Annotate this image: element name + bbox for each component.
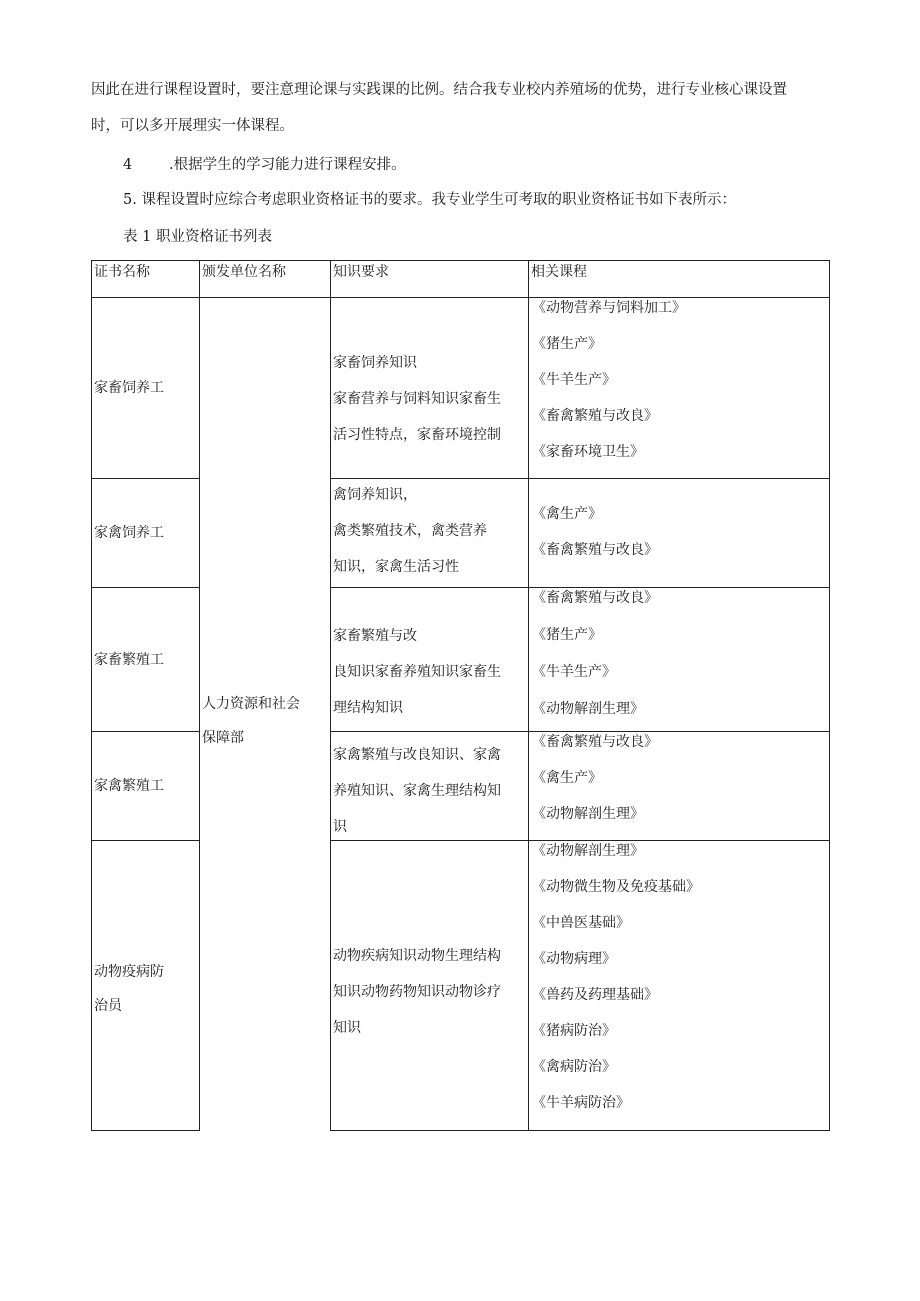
course-item: 《动物病理》 — [532, 951, 616, 967]
certificate-name: 动物疫病防 治员 — [94, 964, 164, 1014]
certificate-name: 家禽饲养工 — [94, 525, 164, 541]
course-item: 《禽生产》 — [532, 506, 602, 522]
course-item: 《动物解剖生理》 — [532, 701, 644, 717]
course-item: 《猪病防治》 — [532, 1023, 616, 1039]
course-item: 《牛羊生产》 — [532, 664, 616, 680]
table-border-bottom — [91, 1130, 200, 1131]
table-border-right — [829, 260, 830, 1131]
course-item: 《禽病防治》 — [532, 1059, 616, 1075]
course-item: 《猪生产》 — [532, 336, 602, 352]
row-divider — [91, 587, 200, 588]
course-list — [532, 724, 658, 832]
list-item-4 — [123, 155, 406, 175]
course-item: 《猪生产》 — [532, 627, 602, 643]
course-item: 《牛羊生产》 — [532, 372, 616, 388]
header-issuer-name: 颁发单位名称 — [202, 264, 286, 280]
course-list — [532, 290, 686, 470]
course-list — [532, 833, 700, 1121]
course-item: 《禽生产》 — [532, 770, 602, 786]
table-border-bottom — [330, 1130, 830, 1131]
course-item: 《中兽医基础》 — [532, 915, 630, 931]
header-courses: 相关课程 — [531, 264, 587, 280]
table-border-left — [91, 260, 92, 1131]
list-item-5: 5. 课程设置时应综合考虑职业资格证书的要求。我专业学生可考取的职业资格证书如下表所示： — [123, 192, 736, 208]
row-divider — [91, 731, 200, 732]
knowledge-requirement: 家畜饲养知识 家畜营养与饲料知识家畜生 活习性特点，家畜环境控制 — [333, 355, 501, 443]
knowledge-requirement: 动物疾病知识动物生理结构 知识动物药物知识动物诊疗 知识 — [333, 948, 501, 1036]
table-border-top — [91, 260, 830, 261]
certificate-name: 家畜饲养工 — [94, 380, 164, 396]
list-item-4-text: .根据学生的学习能力进行课程安排。 — [169, 157, 406, 173]
list-item-4-number: 4 — [123, 157, 133, 173]
course-item: 《畜禽繁殖与改良》 — [532, 590, 658, 606]
course-item: 《动物营养与饲料加工》 — [532, 300, 686, 316]
certificate-name: 家禽繁殖工 — [94, 778, 164, 794]
paragraph-line-2: 时，可以多开展理实一体课程。 — [91, 118, 294, 134]
row-divider — [91, 478, 200, 479]
table-header-divider — [91, 297, 830, 298]
knowledge-requirement: 禽饲养知识， 禽类繁殖技术，禽类营养 知识，家禽生活习性 — [333, 487, 487, 575]
header-knowledge: 知识要求 — [333, 264, 389, 280]
course-list — [532, 580, 658, 728]
course-item: 《牛羊病防治》 — [532, 1095, 630, 1111]
paragraph-line-1: 因此在进行课程设置时，要注意理论课与实践课的比例。结合我专业校内养殖场的优势，进行专业核心课设置 — [91, 82, 787, 98]
course-item: 《动物微生物及免疫基础》 — [532, 879, 700, 895]
certificate-name: 家畜繁殖工 — [94, 652, 164, 668]
course-item: 《动物解剖生理》 — [532, 806, 644, 822]
course-item: 《家畜环境卫生》 — [532, 444, 644, 460]
course-item: 《畜禽繁殖与改良》 — [532, 734, 658, 750]
knowledge-requirement: 家畜繁殖与改 良知识家畜养殖知识家畜生 理结构知识 — [333, 628, 501, 716]
column-divider — [330, 260, 331, 1131]
course-item: 《畜禽繁殖与改良》 — [532, 542, 658, 558]
knowledge-requirement: 家禽繁殖与改良知识、家禽 养殖知识、家禽生理结构知 识 — [333, 747, 501, 835]
course-item: 《畜禽繁殖与改良》 — [532, 408, 658, 424]
header-certificate-name: 证书名称 — [94, 264, 150, 280]
course-item: 《动物解剖生理》 — [532, 843, 644, 859]
issuer-name: 人力资源和社会 保障部 — [202, 696, 300, 746]
table-caption: 表 1 职业资格证书列表 — [123, 229, 272, 245]
course-list — [532, 496, 658, 568]
column-divider — [528, 260, 529, 1131]
row-divider — [91, 840, 200, 841]
course-item: 《兽药及药理基础》 — [532, 987, 658, 1003]
column-divider — [199, 260, 200, 1131]
